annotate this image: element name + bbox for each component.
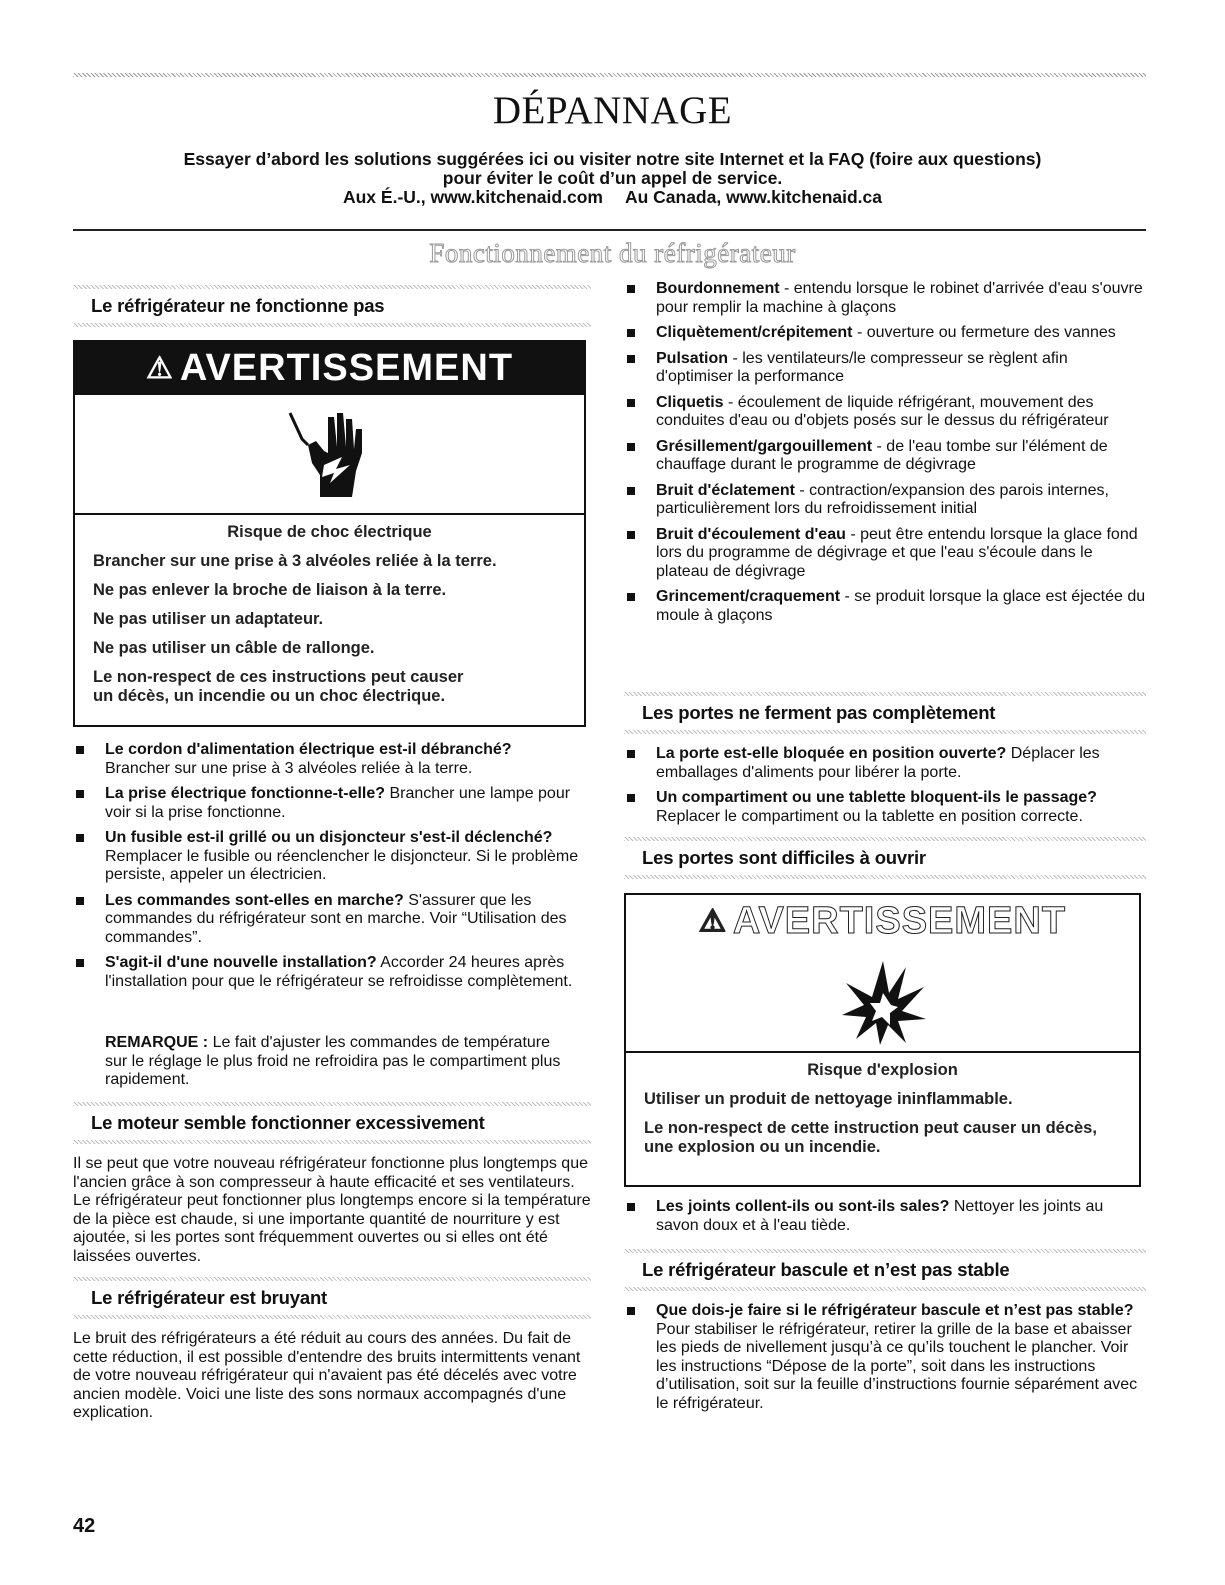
list-item: Grincement/craquement - se produit lorsque la glace est éjectée du moule à glaçons: [624, 588, 1146, 625]
sounds-list: [624, 280, 1146, 632]
doors-open-bullets: [624, 1198, 1146, 1242]
intro-line-1: Essayer d’abord les solutions suggérées ici ou visiter notre site Internet et la FAQ (foire aux questions): [183, 149, 1042, 169]
warning-risk: Risque de choc électrique: [227, 523, 432, 541]
warning-header: ⚠ AVERTISSEMENT: [698, 900, 1067, 942]
list-item: La prise électrique fonctionne-t-elle? Brancher une lampe pour voir si la prise fonctionne.: [73, 785, 586, 822]
page-number: 42: [73, 1515, 96, 1537]
subhead-label: Le réfrigérateur ne fonctionne pas: [91, 295, 385, 316]
list-item: La porte est-elle bloquée en position ouverte? Déplacer les emballages d'aliments pour libérer la porte.: [624, 745, 1146, 782]
warning-risk: Risque d'explosion: [807, 1061, 958, 1079]
list-item: Que dois-je faire si le réfrigérateur bascule et n’est pas stable? Pour stabiliser le réfrigérateur, retirer la grille de la base et abaisser les pieds de nivellement jusqu’à ce qu’ils touchent le plancher. Voir les instructions “Dépose de la porte”, soit dans les instructions d’utilisation, soit sur la feuille d’instructions fournie séparément avec le réfrigérateur.: [624, 1302, 1146, 1413]
warning-line: Brancher sur une prise à 3 alvéoles reliée à la terre.: [93, 552, 497, 570]
doors-close-bullets: [624, 745, 1146, 833]
intro-line-2: pour éviter le coût d’un appel de service.: [442, 168, 783, 188]
list-item: Grésillement/gargouillement - de l'eau tombe sur l'élément de chauffage durant le programme de dégivrage: [624, 438, 1146, 475]
warning-line: Ne pas utiliser un câble de rallonge.: [93, 639, 375, 657]
subhead-label: Le réfrigérateur bascule et n’est pas stable: [642, 1259, 1010, 1280]
warning-consequence: Le non-respect de ces instructions peut causer un décès, un incendie ou un choc électrique.: [93, 668, 464, 705]
list-item: Bruit d'éclatement - contraction/expansion des parois internes, particulièrement lors du refroidissement initial: [624, 482, 1146, 519]
list-item: Les commandes sont-elles en marche? S'assurer que les commandes du réfrigérateur sont en marche. Voir “Utilisation des commandes”.: [73, 892, 586, 948]
subhead-tips: [624, 1249, 1146, 1291]
motor-paragraph: Il se peut que votre nouveau réfrigérateur fonctionne plus longtemps que l'ancien grâce à son compresseur à haute efficacité et ses ventilateurs. Le réfrigérateur peut fonctionner plus longtemps encore si la température de la pièce est chaude, si une importante quantité de nourriture y est ajoutée, si les portes sont fréquemment ouvertes ou si elles ont été laissées ouvertes.: [73, 1155, 591, 1265]
subhead-doors-open: [624, 837, 1146, 879]
list-item: Cliquetis - écoulement de liquide réfrigérant, mouvement des conduites d'eau ou d'objets posés sur le dessus du réfrigérateur: [624, 394, 1146, 431]
subhead-doors-close: [624, 692, 1146, 734]
list-item: Pulsation - les ventilateurs/le compresseur se règlent afin d'optimiser la performance: [624, 350, 1146, 387]
not-working-bullets: [73, 741, 586, 998]
list-item: Cliquètement/crépitement - ouverture ou fermeture des vannes: [624, 324, 1146, 343]
list-item: S'agit-il d'une nouvelle installation? Accorder 24 heures après l'installation pour que le réfrigérateur se refroidisse complètement.: [73, 954, 586, 991]
warning-triangle-icon: ⚠: [698, 905, 727, 938]
warning-icon-area: [626, 948, 1139, 1053]
page-title: DÉPANNAGE: [492, 89, 733, 132]
subhead-not-working: [73, 285, 591, 327]
subhead-label: Les portes ne ferment pas complètement: [642, 702, 996, 723]
website-ca: Au Canada, www.kitchenaid.ca: [624, 187, 883, 207]
warning-line: Ne pas utiliser un adaptateur.: [93, 610, 324, 628]
subhead-noisy: [73, 1277, 591, 1319]
warning-text: [75, 515, 584, 714]
warning-box-explosion: [624, 893, 1141, 1187]
header-divider: [73, 229, 1146, 231]
explosion-icon: [836, 953, 931, 1048]
list-item: Les joints collent-ils ou sont-ils sales? Nettoyer les joints au savon doux et à l'eau tiède.: [624, 1198, 1146, 1235]
section-title: Fonctionnement du réfrigérateur: [429, 238, 796, 268]
warning-header: ⚠ AVERTISSEMENT: [75, 342, 584, 395]
noisy-paragraph: Le bruit des réfrigérateurs a été réduit au cours des années. Du fait de cette réduction, il est possible d'entendre des bruits intermittents venant de votre nouveau réfrigérateur qui n'avaient pas été décelés avec votre ancien modèle. Voici une liste des sons normaux accompagnés d'une explication.: [73, 1330, 581, 1421]
list-item: Un fusible est-il grillé ou un disjoncteur s'est-il déclenché? Remplacer le fusible ou réenclencher le disjoncteur. Si le problème persiste, appeler un électricien.: [73, 829, 586, 885]
list-item: Un compartiment ou une tablette bloquent-ils le passage? Replacer le compartiment ou la tablette en position correcte.: [624, 789, 1146, 826]
intro-websites: [0, 187, 1225, 207]
subhead-motor: [73, 1102, 591, 1144]
warning-box-shock: [73, 340, 586, 727]
subhead-label: Les portes sont difficiles à ouvrir: [642, 847, 926, 868]
electric-shock-hand-icon: [280, 405, 380, 505]
subhead-label: Le réfrigérateur est bruyant: [91, 1287, 328, 1308]
list-item: Le cordon d'alimentation électrique est-il débranché? Brancher sur une prise à 3 alvéoles reliée à la terre.: [73, 741, 586, 778]
tips-bullets: [624, 1302, 1146, 1420]
warning-line: Utiliser un produit de nettoyage ininflammable.: [644, 1090, 1013, 1108]
warning-text: [626, 1053, 1139, 1165]
warning-consequence: Le non-respect de cette instruction peut causer un décès, une explosion ou un incendie.: [644, 1119, 1097, 1156]
note-label: REMARQUE :: [105, 1034, 209, 1051]
list-item: Bruit d'écoulement d'eau - peut être entendu lorsque la glace fond lors du programme de dégivrage et que l'eau s'écoule dans le plateau de dégivrage: [624, 526, 1146, 582]
top-rule: [73, 73, 1146, 77]
warning-line: Ne pas enlever la broche de liaison à la terre.: [93, 581, 447, 599]
warning-icon-area: [75, 395, 584, 515]
subhead-label: Le moteur semble fonctionner excessivement: [91, 1112, 485, 1133]
list-item: Bourdonnement - entendu lorsque le robinet d'arrivée d'eau s'ouvre pour remplir la machine à glaçons: [624, 280, 1146, 317]
note: REMARQUE : Le fait d'ajuster les commandes de température sur le réglage le plus froid ne refroidira pas le compartiment plus rapidement.: [105, 1034, 561, 1088]
website-us: Aux É.-U., www.kitchenaid.com: [342, 187, 603, 207]
warning-triangle-icon: ⚠: [145, 352, 174, 385]
